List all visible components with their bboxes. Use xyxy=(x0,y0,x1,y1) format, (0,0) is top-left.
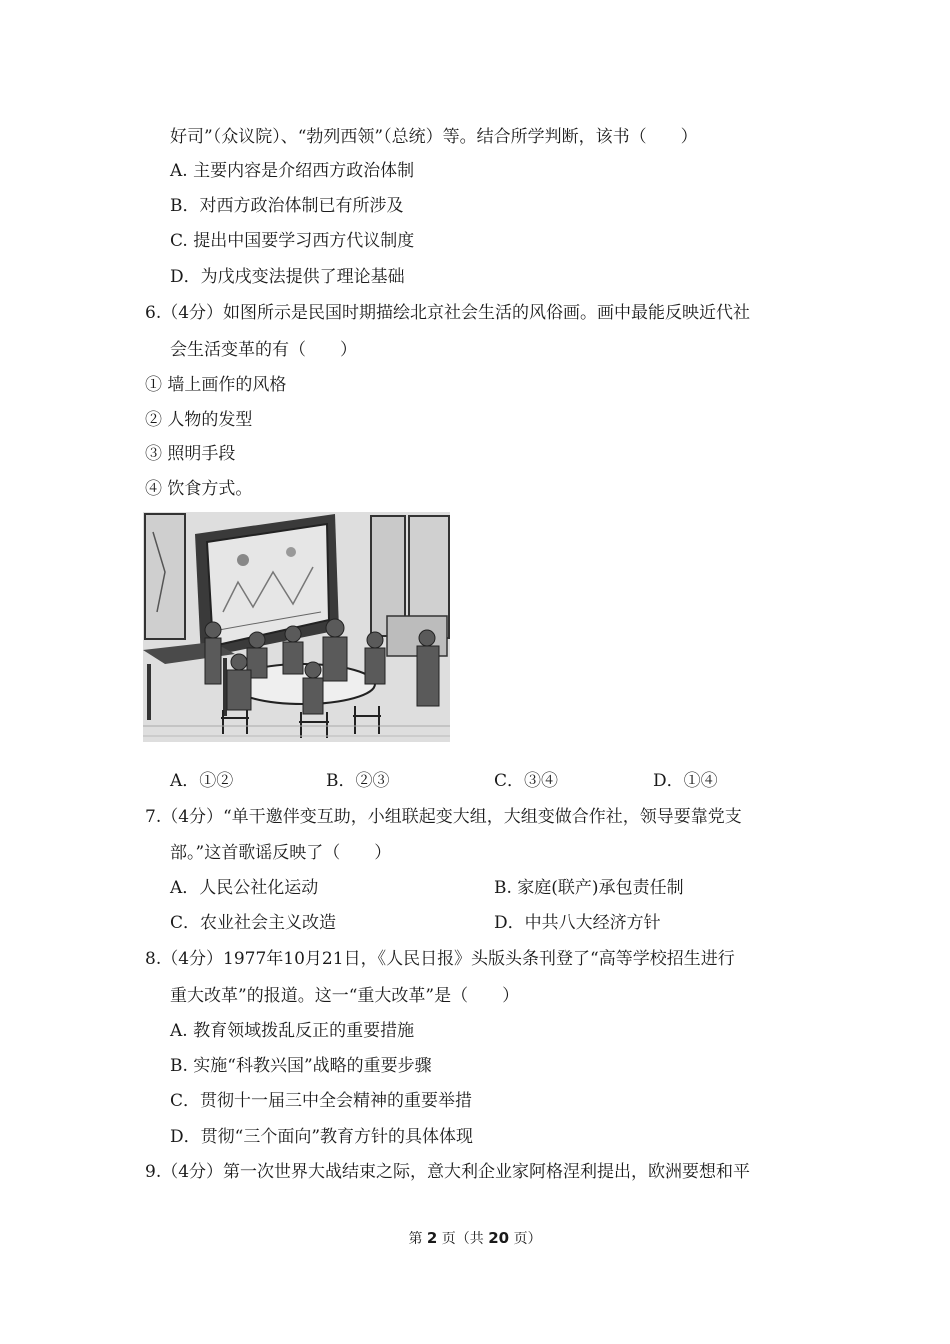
q7-option-d[interactable]: D．中共八大经济方针 xyxy=(494,913,661,933)
footer-mid: 页（共 xyxy=(441,1231,484,1247)
q5-option-d[interactable]: D．为戊戌变法提供了理论基础 xyxy=(170,267,405,287)
q7-option-a[interactable]: A．人民公社化运动 xyxy=(170,878,319,898)
q6-item-1: ① 墙上画作的风格 xyxy=(145,375,287,395)
footer-suffix: 页） xyxy=(513,1231,542,1247)
q6-stem-line2: 会生活变革的有（ ） xyxy=(170,340,357,360)
q5-option-c[interactable]: C. 提出中国要学习西方代议制度 xyxy=(170,231,415,251)
q6-option-d[interactable]: D．①④ xyxy=(653,771,718,791)
footer-page-number: 2 xyxy=(426,1229,438,1247)
q6-option-c[interactable]: C．③④ xyxy=(494,771,559,791)
footer-prefix: 第 xyxy=(408,1231,423,1247)
q6-item-3: ③ 照明手段 xyxy=(145,444,236,464)
folk-painting-illustration xyxy=(143,512,450,742)
q8-option-b[interactable]: B. 实施“科教兴国”战略的重要步骤 xyxy=(170,1056,432,1076)
q5-text-line: 好司”（众议院）、“勃列西领”（总统）等。结合所学判断，该书（ ） xyxy=(170,127,698,147)
q6-option-b[interactable]: B．②③ xyxy=(326,771,390,791)
q8-option-d[interactable]: D．贯彻“三个面向”教育方针的具体体现 xyxy=(170,1127,474,1147)
q7-option-b[interactable]: B. 家庭(联产)承包责任制 xyxy=(494,878,684,898)
q5-option-b[interactable]: B．对西方政治体制已有所涉及 xyxy=(170,196,404,216)
q5-option-a[interactable]: A. 主要内容是介绍西方政治体制 xyxy=(170,161,415,181)
folk-painting-image xyxy=(143,512,450,742)
q8-option-c[interactable]: C．贯彻十一届三中全会精神的重要举措 xyxy=(170,1091,473,1111)
q7-stem-line2: 部。”这首歌谣反映了（ ） xyxy=(170,843,392,863)
q9-stem-line1: 9.（4分）第一次世界大战结束之际，意大利企业家阿格涅利提出，欧洲要想和平 xyxy=(145,1162,751,1182)
q6-item-4: ④ 饮食方式。 xyxy=(145,479,253,499)
q8-option-a[interactable]: A. 教育领域拨乱反正的重要措施 xyxy=(170,1021,415,1041)
q8-stem-line2: 重大改革”的报道。这一“重大改革”是（ ） xyxy=(170,986,520,1006)
q6-option-a[interactable]: A．①② xyxy=(170,771,234,791)
page-footer xyxy=(0,1228,950,1249)
q6-stem-line1: 6.（4分）如图所示是民国时期描绘北京社会生活的风俗画。画中最能反映近代社 xyxy=(145,303,751,323)
footer-total-pages: 20 xyxy=(488,1229,510,1247)
q6-item-2: ② 人物的发型 xyxy=(145,410,253,430)
q7-option-c[interactable]: C．农业社会主义改造 xyxy=(170,913,337,933)
q7-stem-line1: 7.（4分）“单干邀伴变互助，小组联起变大组，大组变做合作社，领导要靠党支 xyxy=(145,807,742,827)
q8-stem-line1: 8.（4分）1977年10月21日，《人民日报》头版头条刊登了“高等学校招生进行 xyxy=(145,949,735,969)
